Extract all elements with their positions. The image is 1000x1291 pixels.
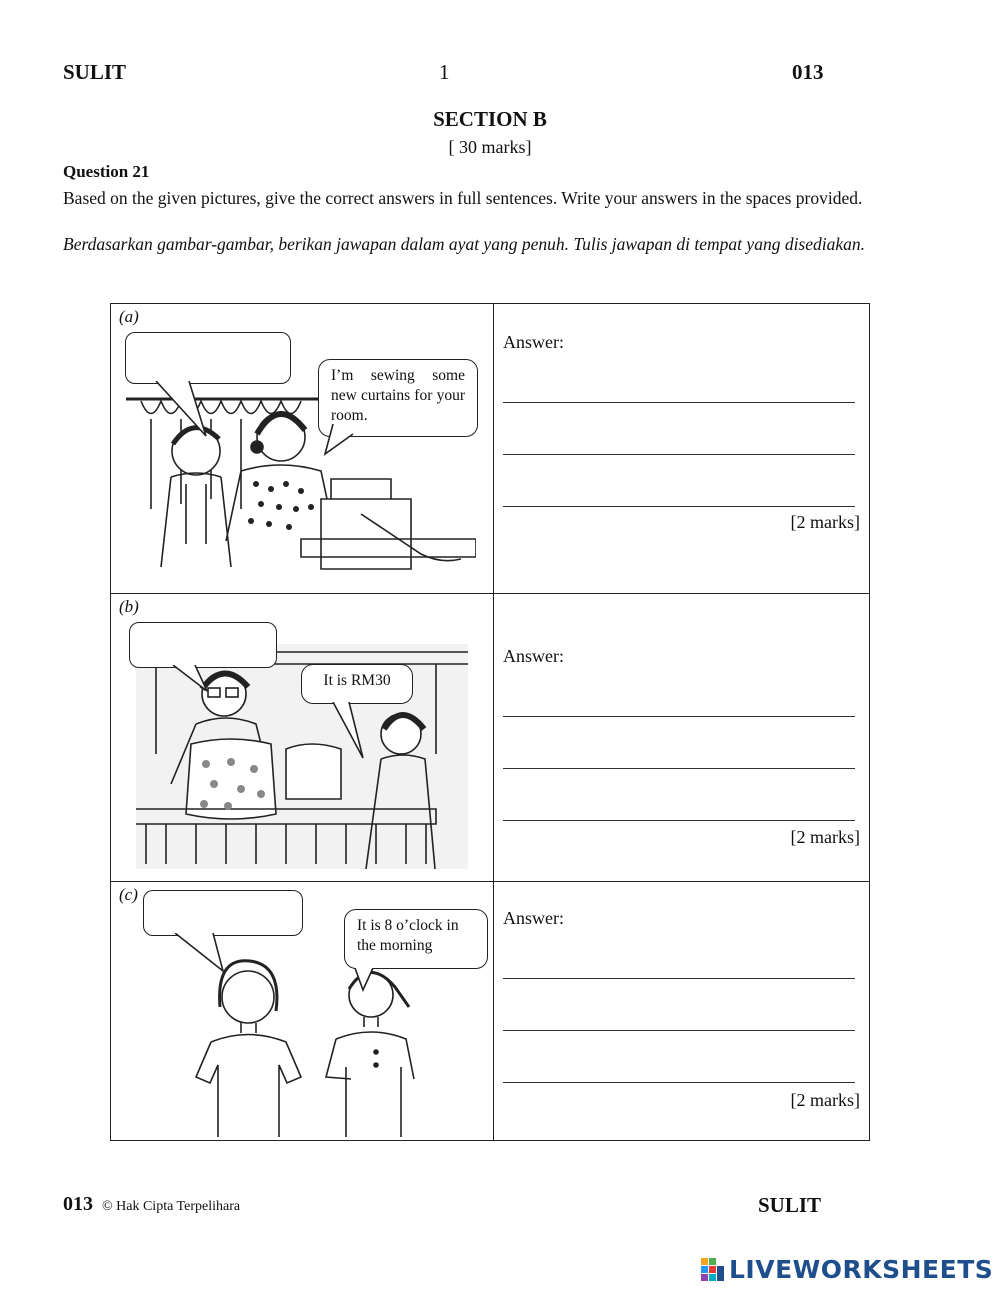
bubble-tail: [171, 665, 211, 695]
section-marks: [ 30 marks]: [448, 137, 532, 157]
column-divider: [493, 882, 494, 1140]
page-number: 1: [439, 60, 450, 84]
answer-label-a: Answer:: [503, 332, 564, 352]
marks-c: [2 marks]: [790, 1090, 860, 1110]
bubble-tail: [329, 702, 369, 762]
brand-blocks-icon: [700, 1257, 726, 1283]
part-a-row: [111, 304, 869, 594]
answer-line[interactable]: [503, 768, 855, 769]
header-left-sulit: SULIT: [63, 60, 127, 84]
speech-bubble-c: It is 8 o’clock in the morning: [344, 909, 488, 969]
part-c-label: (c): [119, 885, 138, 904]
answer-line[interactable]: [503, 1030, 855, 1031]
instruction-malay: Berdasarkan gambar-gambar, berikan jawapan dalam ayat yang penuh. Tulis jawapan di tempat yang disediakan.: [63, 234, 866, 254]
brand-name: LIVEWORKSHEETS: [729, 1255, 994, 1284]
time-illustration: [186, 957, 436, 1137]
speech-bubble-b: It is RM30: [301, 664, 413, 704]
answer-label-b: Answer:: [503, 646, 564, 666]
header-right-code: 013: [792, 60, 824, 84]
footer-code: 013: [63, 1193, 93, 1215]
instruction-english: Based on the given pictures, give the correct answers in full sentences. Write your answers in the spaces provided.: [63, 188, 863, 208]
marks-a: [2 marks]: [790, 512, 860, 532]
empty-speech-bubble: [129, 622, 277, 668]
bubble-tail: [323, 424, 363, 456]
speech-bubble-a: I’m sewing some new curtains for your room.: [318, 359, 478, 437]
empty-speech-bubble: [125, 332, 291, 384]
bubble-tail: [151, 381, 211, 441]
part-b-row: [111, 594, 869, 882]
bubble-tail: [353, 968, 383, 992]
answer-line[interactable]: [503, 402, 855, 403]
answer-line[interactable]: [503, 506, 855, 507]
part-a-label: (a): [119, 307, 139, 326]
column-divider: [493, 594, 494, 881]
bubble-tail: [173, 933, 233, 975]
section-title: SECTION B: [433, 107, 547, 131]
question-label: Question 21: [63, 162, 150, 181]
answer-line[interactable]: [503, 716, 855, 717]
part-c-row: [111, 882, 869, 1140]
answer-label-c: Answer:: [503, 908, 564, 928]
question-table: [110, 303, 870, 1141]
answer-line[interactable]: [503, 454, 855, 455]
marks-b: [2 marks]: [790, 827, 860, 847]
column-divider: [493, 304, 494, 593]
footer-sulit: SULIT: [758, 1193, 822, 1217]
answer-line[interactable]: [503, 820, 855, 821]
answer-line[interactable]: [503, 1082, 855, 1083]
empty-speech-bubble: [143, 890, 303, 936]
part-b-label: (b): [119, 597, 139, 616]
footer-copyright: © Hak Cipta Terpelihara: [102, 1199, 241, 1214]
answer-line[interactable]: [503, 978, 855, 979]
